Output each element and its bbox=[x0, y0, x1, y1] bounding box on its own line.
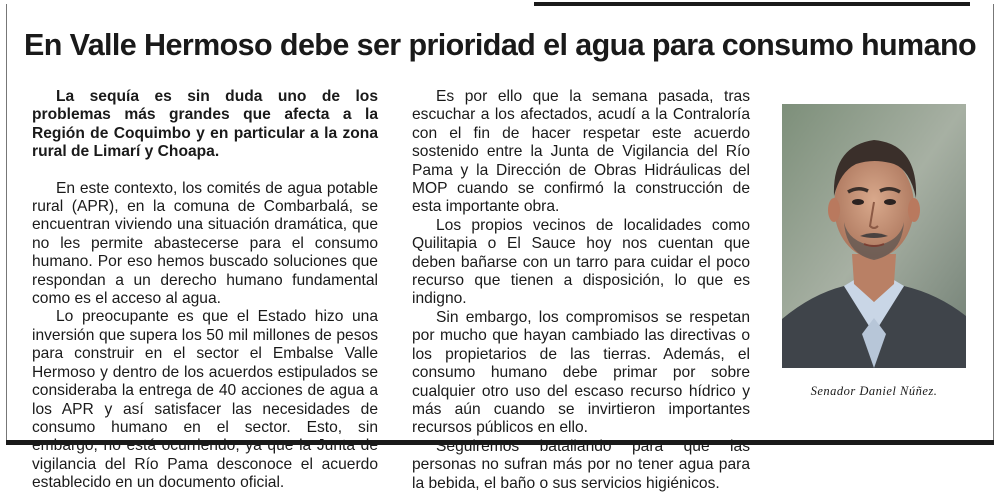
top-rule bbox=[534, 2, 970, 6]
photo-caption: Senador Daniel Núñez. bbox=[810, 384, 938, 398]
body-paragraph: Los propios vecinos de localidades como Quilitapia o El Sauce hoy nos cuentan que deben bañarse con un tarro para cuidar el poco recurso que tienen a disposición, lo que es indigno. bbox=[412, 216, 750, 308]
body-paragraph: Seguiremos batallando para que las personas no sufran más por no tener agua para la bebida, el baño o sus servicios higiénicos. bbox=[412, 437, 750, 492]
column-1 bbox=[32, 88, 378, 493]
column-2 bbox=[412, 88, 750, 493]
body-paragraph: Sin embargo, los compromisos se respetan por mucho que hayan cambiado las directivas o los propietarios de las tierras. Además, el consumo humano debe primar por sobre cualquier otro uso del escaso recurso hídrico y más aún cuando se invirtieron importantes recursos públicos en ello. bbox=[412, 308, 750, 437]
body-paragraph: Es por ello que la semana pasada, tras escuchar a los afectados, acudí a la Contraloría con el fin de hacer respetar este acuerdo sostenido entre la Junta de Vigilancia del Río Pama y la Dirección de Obras Hidráulicas del MOP cuando se confirmó la construcción de esta importante obra. bbox=[412, 88, 750, 216]
lead-paragraph: La sequía es sin duda uno de los problemas más grandes que afecta a la Región de Coquimbo y en particular a la zona rural de Limarí y Choapa. bbox=[32, 88, 378, 161]
body-paragraph: Lo preocupante es que el Estado hizo una inversión que supera los 50 mil millones de pesos para construir en el sector el Embalse Valle Hermoso y dentro de los acuerdos estipulados se consideraba la entrega de 40 acciones de agua a los APR y así satisfacer las necesidades de consumo humano en el sector. Esto, sin embargo, no está ocurriendo, ya que la Junta de vigilancia del Río Pama desconoce el acuerdo establecido en un documento oficial. bbox=[32, 308, 378, 492]
author-photo bbox=[782, 104, 966, 368]
headline: En Valle Hermoso debe ser prioridad el agua para consumo humano bbox=[23, 28, 977, 62]
portrait-image bbox=[782, 104, 966, 368]
body-paragraph: En este contexto, los comités de agua potable rural (APR), en la comuna de Combarbalá, se encuentran viviendo una situación dramática, que no les permite abastecerse para el consumo humano. Por eso hemos buscado soluciones que respondan a un derecho humano fundamental como es el acceso al agua. bbox=[32, 179, 378, 308]
